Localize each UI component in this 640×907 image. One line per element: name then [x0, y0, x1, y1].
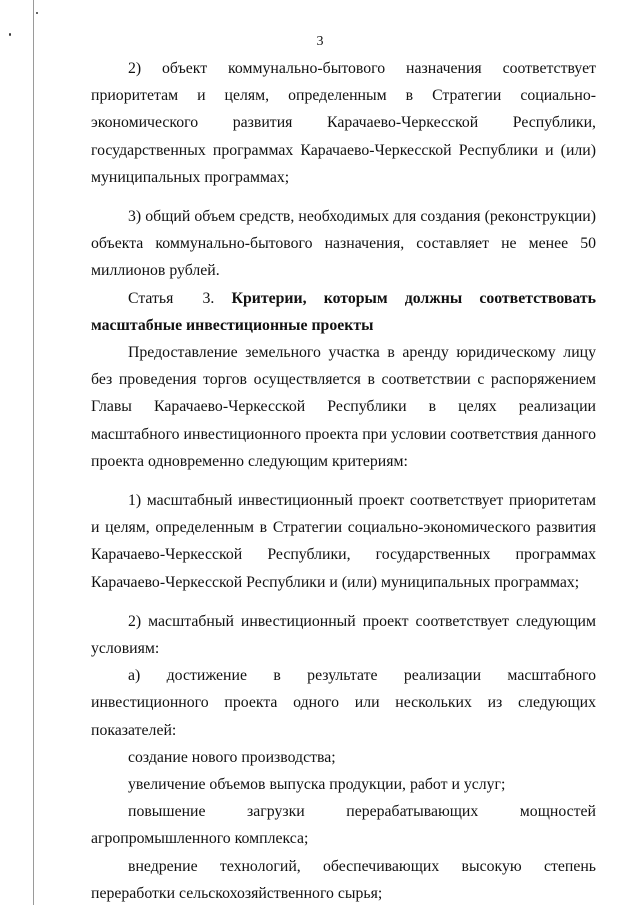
paragraph-criterion-2a: а) достижение в результате реализации масштабного инвестиционного проекта одного или нескольких из следующих показателей: — [91, 667, 596, 739]
list-item-new-production: создание нового производства; — [128, 748, 336, 766]
paragraph-criterion-2: 2) масштабный инвестиционный проект соответствует следующим условиям: — [91, 612, 596, 658]
list-item-output-increase: увеличение объемов выпуска продукции, работ и услуг; — [128, 776, 506, 794]
list-item-capacity-load: повышение загрузки перерабатывающих мощностей агропромышленного комплекса; — [91, 803, 596, 848]
list-item-processing-tech: внедрение технологий, обеспечивающих высокую степень переработки сельскохозяйственного сырья; — [91, 857, 596, 902]
article-number: Статья 3. — [128, 289, 215, 307]
paragraph-object-priorities: 2) объект коммунально-бытового назначения соответствует приоритетам и целям, определенным в Стратегии социально-экономического развития Карачаево-Черкесской Республики, государственных программах Карачаево-Черкесской Республики и (или) муниципальных программах; — [91, 60, 596, 186]
article-title: Критерии, которым должны соответствовать масштабные инвестиционные проекты — [91, 289, 597, 334]
article-heading — [91, 285, 596, 339]
paragraph-land-lease: Предоставление земельного участка в аренду юридическому лицу без проведения торгов осуществляется в соответствии с распоряжением Главы Карачаево-Черкесской Республики в целях реализации масштабного инвестиционного проекта при условии соответствия данного проекта одновременно следующим критериям: — [91, 344, 596, 470]
paragraph-criterion-1: 1) масштабный инвестиционный проект соответствует приоритетам и целям, определенным в Стратегии социально-экономического развития Карачаево-Черкесской Республики, государственных программах Карачаево-Черкесской Республики и (или) муниципальных программах; — [91, 492, 596, 591]
scan-speck — [36, 12, 38, 14]
page-number: 3 — [316, 34, 324, 49]
scan-page-edge — [33, 0, 34, 905]
paragraph-object-funds: 3) общий объем средств, необходимых для создания (реконструкции) объекта коммунально-бытового назначения, составляет не менее 50 миллионов рублей. — [91, 208, 596, 280]
document-body — [91, 55, 596, 907]
